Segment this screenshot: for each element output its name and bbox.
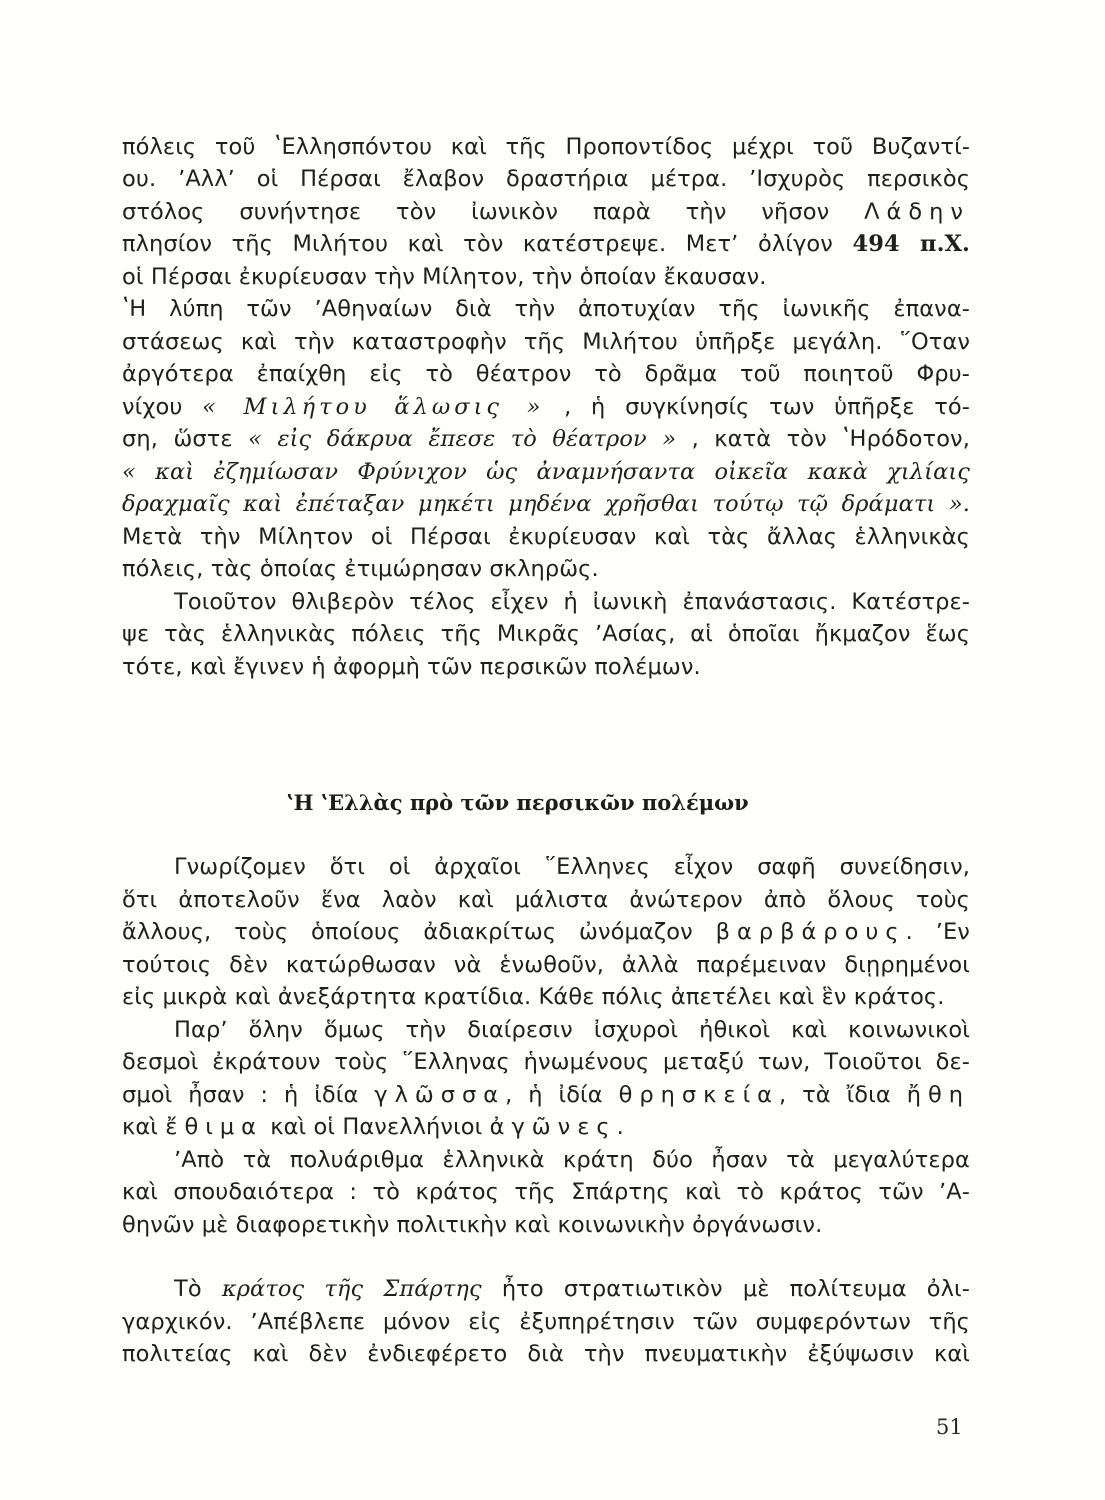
text-line	[122, 917, 970, 947]
sparta-italic: κράτος τῆς Σπάρτης	[221, 1276, 482, 1302]
text-line: ου. ʼΑλλʼ οἱ Πέρσαι ἔλαβον δραστήρια μέτρα. ʼΙσχυρὸς περσικὸς	[122, 166, 970, 192]
text-line	[122, 392, 970, 422]
text-line: πόλεις τοῦ ʽΕλλησπόντου καὶ τῆς Προποντίδος μέχρι τοῦ Βυζαντί-	[122, 134, 970, 160]
text-line: εἰς μικρὰ καὶ ἀνεξάρτητα κρατίδια. Κάθε πόλις ἀπετέλει καὶ ἓν κράτος.	[122, 984, 945, 1010]
text-span: καὶ	[122, 1114, 159, 1140]
spaced-word: γλῶσσα	[374, 1082, 506, 1108]
text-line: Μετὰ τὴν Μίλητον οἱ Πέρσαι ἐκυρίευσαν καὶ τὰς ἄλλας ἑλληνικὰς	[122, 524, 970, 550]
text-line	[122, 197, 970, 227]
text-span: πλησίον τῆς Μιλήτου καὶ τὸν κατέστρεψε. Μετʼ ὀλίγον	[122, 231, 833, 257]
text-line	[174, 1274, 970, 1304]
text-line: θηνῶν μὲ διαφορετικὴν πολιτικὴν καὶ κοινωνικὴν ὀργάνωσιν.	[122, 1212, 823, 1238]
text-line	[122, 229, 970, 259]
text-span: .	[616, 1114, 624, 1140]
text-line: δεσμοὶ ἐκράτουν τοὺς ῞Ελληνας ἡνωμένους μεταξύ των, Τοιοῦτοι δε-	[122, 1049, 970, 1075]
text-line: πόλεις, τὰς ὁποίας ἐτιμώρησαν σκληρῶς.	[122, 556, 599, 582]
text-line	[122, 424, 970, 454]
play-title: « Μιλήτου ἅλωσις »	[202, 394, 545, 420]
text-line: ψε τὰς ἑλληνικὰς πόλεις τῆς Μικρᾶς ʼΑσίας, αἱ ὁποῖαι ἤκμαζον ἕως	[122, 621, 970, 647]
text-span: ση, ὥστε	[122, 426, 233, 452]
spaced-word: ἤθη	[906, 1082, 970, 1108]
quote-line: δραχμαῖς καὶ ἐπέταξαν μηκέτι μηδένα χρῆσθαι τούτῳ τῷ δράματι ».	[122, 491, 970, 517]
spaced-word: βαρβάρους	[715, 919, 906, 945]
text-span: , κατὰ τὸν ʽΗρόδοτον,	[691, 426, 970, 452]
text-line: πολιτείας καὶ δὲν ἐνδιεφέρετο διὰ τὴν πνευματικὴν ἐξύψωσιν καὶ	[122, 1341, 970, 1367]
text-span: , ἡ ἰδία	[505, 1082, 603, 1108]
text-line: οἱ Πέρσαι ἐκυρίευσαν τὴν Μίλητον, τὴν ὁποίαν ἔκαυσαν.	[122, 264, 767, 290]
text-line: τότε, καὶ ἔγινεν ἡ ἀφορμὴ τῶν περσικῶν πολέμων.	[122, 654, 701, 680]
spaced-word: ἀγῶνες	[489, 1114, 617, 1140]
spaced-word: Λάδην	[864, 199, 970, 225]
text-span: ἄλλους, τοὺς ὁποίους ἀδιακρίτως ὠνόμαζον	[122, 919, 693, 945]
section-heading: ʽΗ ʽΕλλὰς πρὸ τῶν περσικῶν πολέμων	[286, 790, 749, 815]
text-span: Τὸ	[174, 1276, 202, 1302]
page-number: 51	[936, 1415, 963, 1439]
text-line	[122, 1080, 970, 1110]
text-line: ʼΑπὸ τὰ πολυάριθμα ἑλληνικὰ κράτη δύο ἦσαν τὰ μεγαλύτερα	[174, 1147, 970, 1173]
text-line: ʽΗ λύπη τῶν ʼΑθηναίων διὰ τὴν ἀποτυχίαν τῆς ἰωνικῆς ἐπανα-	[122, 296, 970, 322]
text-span: , ἡ συγκίνησίς των ὑπῆρξε τό-	[564, 394, 970, 420]
text-line: ὅτι ἀποτελοῦν ἕνα λαὸν καὶ μάλιστα ἀνώτερον ἀπὸ ὅλους τοὺς	[122, 887, 970, 913]
spaced-word: θρησκεία	[618, 1082, 780, 1108]
text-span: στόλος συνήντησε τὸν ἰωνικὸν παρὰ τὴν νῆσον	[122, 199, 830, 225]
quote-line: « καὶ ἐζημίωσαν Φρύνιχον ὡς ἀναμνήσαντα οἰκεῖα κακὰ χιλίαις	[122, 459, 970, 485]
text-line	[122, 1112, 970, 1142]
text-span: . ʼΕν	[905, 919, 970, 945]
date-emphasis: 494 π.Χ.	[852, 231, 970, 257]
spaced-word: ἔθιμα	[165, 1114, 263, 1140]
text-span: , τὰ ἴδια	[779, 1082, 891, 1108]
text-line: Γνωρίζομεν ὅτι οἱ ἀρχαῖοι ῞Ελληνες εἶχον σαφῆ συνείδησιν,	[174, 854, 970, 880]
text-line: Παρʼ ὅλην ὅμως τὴν διαίρεσιν ἰσχυροὶ ἠθικοὶ καὶ κοινωνικοὶ	[174, 1017, 970, 1043]
quote-theatre: « εἰς δάκρυα ἔπεσε τὸ θέατρον »	[248, 426, 677, 452]
text-line: τούτοις δὲν κατώρθωσαν νὰ ἑνωθοῦν, ἀλλὰ παρέμειναν διῃρημένοι	[122, 952, 970, 978]
text-line: Τοιοῦτον θλιβερὸν τέλος εἶχεν ἡ ἰωνικὴ ἐπανάστασις. Κατέστρε-	[174, 589, 970, 615]
text-line: ἀργότερα ἐπαίχθη εἰς τὸ θέατρον τὸ δρᾶμα τοῦ ποιητοῦ Φρυ-	[122, 361, 970, 387]
text-span: νίχου	[122, 394, 183, 420]
text-span: σμοὶ ἦσαν : ἡ ἰδία	[122, 1082, 359, 1108]
text-line: καὶ σπουδαιότερα : τὸ κράτος τῆς Σπάρτης καὶ τὸ κράτος τῶν ʼΑ-	[122, 1179, 970, 1205]
text-span: καὶ οἱ Πανελλήνιοι	[270, 1114, 483, 1140]
text-span: ἦτο στρατιωτικὸν μὲ πολίτευμα ὀλι-	[501, 1276, 970, 1302]
text-line: στάσεως καὶ τὴν καταστροφὴν τῆς Μιλήτου ὑπῆρξε μεγάλη. ῞Οταν	[122, 329, 970, 355]
text-line: γαρχικόν. ʼΑπέβλεπε μόνον εἰς ἐξυπηρέτησιν τῶν συμφερόντων τῆς	[122, 1309, 970, 1335]
